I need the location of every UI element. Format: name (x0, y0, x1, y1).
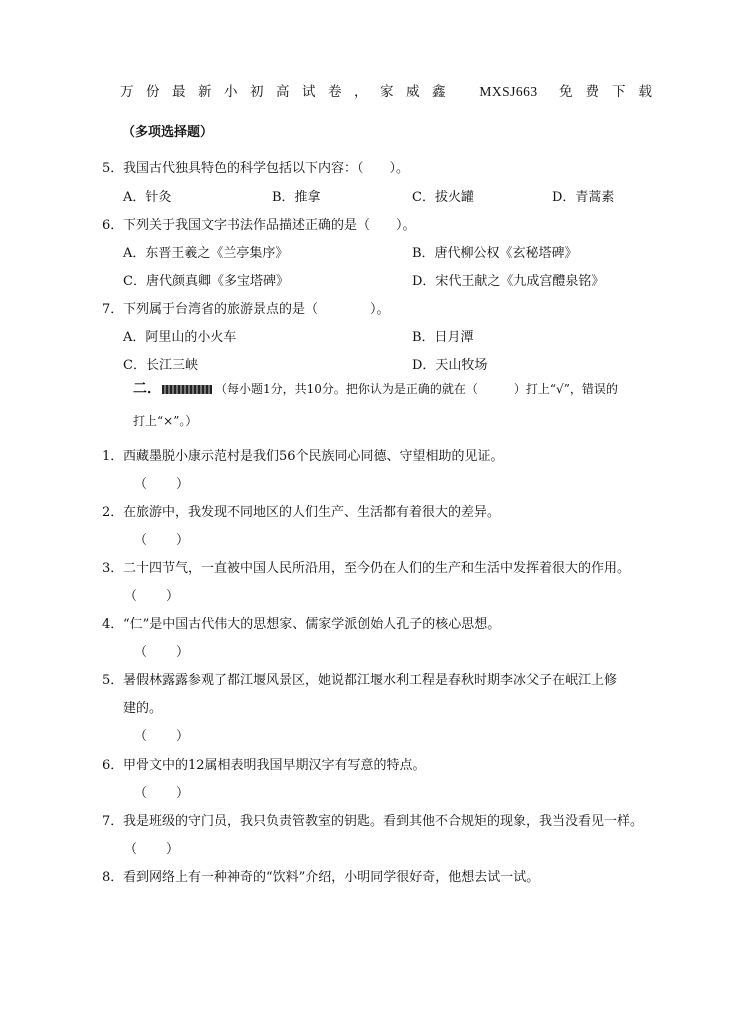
question-text-cont: 建的。 (123, 701, 163, 716)
answer-paren: （ ） (134, 477, 191, 492)
tf-question (102, 613, 500, 632)
tf-question (102, 669, 617, 688)
question-text: 暑假林露露参观了都江堰风景区，她说都江堰水利工程是春秋时期李冰父子在岷江上修 (123, 673, 618, 688)
option-c: C．长江三峡 (123, 358, 198, 373)
option-a: A．针灸 (123, 190, 172, 205)
question-number: 8． (102, 870, 124, 885)
page-header (120, 80, 665, 100)
mc-question (102, 298, 390, 317)
answer-paren: （ ） (134, 533, 191, 548)
question-text: 甲骨文中的12属相表明我国早期汉字有写意的特点。 (123, 758, 426, 773)
question-number: 5． (102, 161, 124, 176)
tf-instruction-cont: 打上“×”。） (133, 414, 198, 428)
question-number: 4． (102, 617, 124, 632)
question-text: 在旅游中，我发现不同地区的人们生产、生活都有着很大的差异。 (123, 505, 501, 520)
question-text: 二十四节气，一直被中国人民所沿用，至今仍在人们的生产和生活中发挥着很大的作用。 (123, 561, 631, 576)
answer-paren: （ ） (124, 589, 181, 604)
question-text: 我是班级的守门员，我只负责管教室的钥匙。看到其他不合规矩的现象，我当没看见一样。 (123, 814, 644, 829)
question-text: 西藏墨脱小康示范村是我们56个民族同心同德、守望相助的见证。 (123, 449, 504, 464)
tf-question (102, 557, 630, 576)
smudged-heading-mark (162, 385, 212, 394)
option-b: B．日月潭 (412, 330, 474, 345)
header-tail: 免费下载 (558, 84, 665, 100)
question-number: 6． (102, 218, 124, 233)
option-b: B．唐代柳公权《玄秘塔碑》 (412, 246, 578, 261)
question-number: 7． (102, 814, 124, 829)
option-a: A．阿里山的小火车 (123, 330, 237, 345)
question-number: 1． (102, 449, 124, 464)
tf-section-heading (133, 378, 618, 398)
option-d: D．青蒿素 (552, 190, 615, 205)
tf-question (102, 866, 539, 885)
question-text: 下列属于台湾省的旅游景点的是（ ）。 (123, 302, 390, 317)
tf-question (102, 445, 504, 464)
tf-instruction: （每小题1分，共10分。把你认为是正确的就在（ ）打上“√”，错误的 (215, 382, 618, 396)
option-b: B．推拿 (272, 190, 321, 205)
question-number: 2． (102, 505, 124, 520)
header-code: MXSJ663 (479, 84, 538, 99)
question-text: 我国古代独具特色的科学包括以下内容：（ ）。 (123, 161, 410, 176)
question-text: 下列关于我国文字书法作品描述正确的是（ ）。 (123, 218, 416, 233)
question-number: 3． (102, 561, 124, 576)
question-number: 5． (102, 673, 124, 688)
tf-question (102, 810, 643, 829)
option-a: A．东晋王羲之《兰亭集序》 (123, 246, 289, 261)
header-text: 万份最新小初高试卷，家威鑫 (120, 84, 458, 100)
option-d: D．天山牧场 (412, 358, 488, 373)
question-number: 7． (102, 302, 124, 317)
answer-paren: （ ） (134, 729, 191, 744)
option-d: D．宋代王献之《九成宫醴泉铭》 (412, 274, 605, 289)
tf-question (102, 754, 426, 773)
question-text: “仁”是中国古代伟大的思想家、儒家学派创始人孔子的核心思想。 (123, 617, 501, 632)
answer-paren: （ ） (134, 645, 191, 660)
answer-paren: （ ） (134, 786, 191, 801)
section-title: （多项选择题） (122, 125, 214, 140)
option-c: C．唐代颜真卿《多宝塔碑》 (123, 274, 289, 289)
answer-paren: （ ） (124, 842, 181, 857)
mc-question (102, 214, 416, 233)
question-text: 看到网络上有一种神奇的“饮料”介绍，小明同学很好奇，他想去试一试。 (123, 870, 540, 885)
option-c: C．拔火罐 (412, 190, 474, 205)
question-number: 6． (102, 758, 124, 773)
mc-question (102, 157, 409, 176)
tf-question (102, 501, 500, 520)
tf-section-number: 二． (133, 381, 161, 397)
